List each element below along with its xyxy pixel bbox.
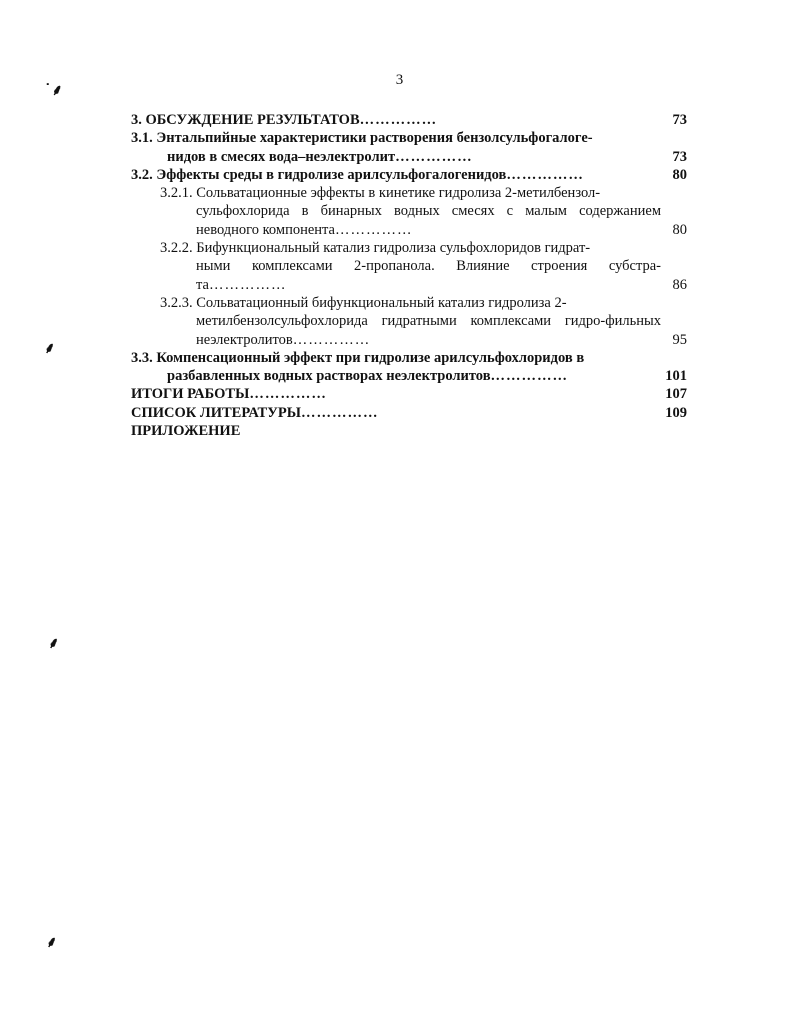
margin-mark: ⸙ (48, 634, 60, 652)
toc-entry-title (131, 111, 661, 129)
toc-entry-title-line: 3.3. Компенсационный эффект при гидролизе арилсульфохлоридов в (131, 349, 585, 366)
toc-leader-dots: …………… (490, 368, 569, 385)
margin-mark: ⸙ (46, 933, 58, 951)
toc-leader-dots: …………… (300, 404, 379, 421)
toc-entry-title-line: 3.2. Эффекты среды в гидролизе арилсульфогалогенидов (131, 166, 507, 183)
toc-entry-title (160, 239, 661, 294)
margin-mark: ⸙ (44, 339, 56, 357)
toc-entry-title-line: 3.1. Энтальпийные характеристики растворения бензолсульфогалоге- (131, 130, 593, 147)
toc-entry-title (131, 385, 661, 403)
toc-entry-title-continuation: метилбензолсульфохлорида гидратными комплексами гидро-фильных неэлектролитов…………… (196, 313, 661, 348)
toc-entry-title-line: ПРИЛОЖЕНИЕ (131, 423, 241, 440)
toc-entry-title (160, 294, 661, 349)
toc-entry-title-line: СПИСОК ЛИТЕРАТУРЫ (131, 404, 301, 421)
toc-entry-title-line: ИТОГИ РАБОТЫ (131, 386, 250, 403)
toc-entry (131, 129, 687, 166)
toc-leader-dots: …………… (395, 148, 473, 165)
toc-entry (131, 404, 687, 422)
toc-entry-title-line: 3.2.1. Сольватационные эффекты в кинетике гидролиза 2-метилбензол- (160, 185, 601, 202)
toc-entry-title-continuation: нидов в смесях вода–неэлектролит…………… (167, 148, 473, 165)
toc-entry (131, 422, 687, 440)
toc-entry-title (131, 404, 661, 422)
toc-entry-page: 95 (672, 331, 687, 348)
toc-entry-page: 109 (665, 404, 687, 421)
table-of-contents (131, 111, 687, 440)
toc-entry (131, 349, 687, 386)
toc-entry-title (131, 349, 661, 386)
toc-entry-title-line: 3.2.3. Сольватационный бифункциональный катализ гидролиза 2- (160, 294, 567, 311)
toc-entry-title-continuation: ными комплексами 2-пропанола. Влияние строения субстра-та…………… (196, 258, 661, 293)
toc-entry (131, 184, 687, 239)
toc-entry-title-line: 3.2.2. Бифункциональный катализ гидролиза сульфохлоридов гидрат- (160, 240, 591, 257)
toc-entry-page: 80 (672, 166, 687, 183)
toc-leader-dots: …………… (335, 221, 413, 238)
toc-entry-title (131, 129, 661, 166)
toc-leader-dots: …………… (359, 112, 438, 128)
toc-leader-dots: …………… (506, 166, 584, 183)
toc-leader-dots: …………… (292, 331, 371, 348)
toc-leader-dots: …………… (208, 276, 287, 293)
toc-entry-title (131, 422, 661, 440)
toc-entry-page: 73 (672, 148, 687, 165)
toc-leader-dots: …………… (249, 386, 327, 403)
toc-entry (131, 385, 687, 403)
toc-entry-title-continuation: разбавленных водных растворах неэлектролитов…………… (167, 368, 569, 385)
toc-entry-page: 86 (672, 276, 687, 293)
toc-entry (131, 294, 687, 349)
toc-entry-page: 73 (672, 112, 687, 128)
toc-entry-title-continuation: сульфохлорида в бинарных водных смесях с малым содержанием неводного компонента…………… (196, 203, 661, 238)
toc-entry-page: 101 (665, 368, 687, 385)
toc-entry-title-line: 3. ОБСУЖДЕНИЕ РЕЗУЛЬТАТОВ (131, 112, 360, 128)
toc-entry-page: 80 (672, 221, 687, 238)
toc-entry (131, 111, 687, 129)
toc-entry (131, 239, 687, 294)
page-number: 3 (395, 72, 404, 88)
toc-entry-title (160, 184, 661, 239)
margin-mark: ˙⸙ (44, 81, 63, 99)
toc-entry-title (131, 166, 661, 184)
toc-entry-page: 107 (665, 386, 687, 403)
toc-entry (131, 166, 687, 184)
